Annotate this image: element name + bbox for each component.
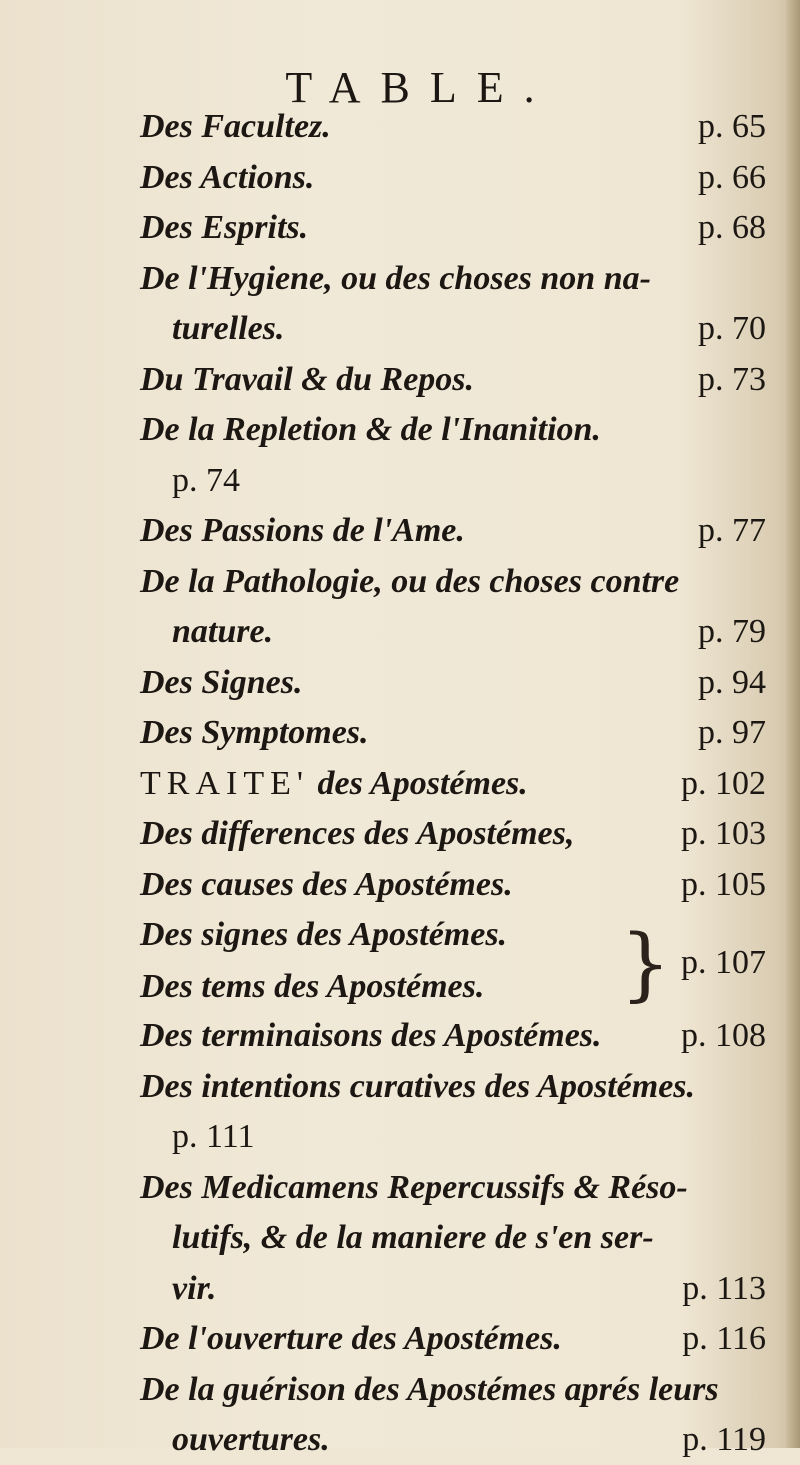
traite-label: TRAITE' — [140, 764, 309, 802]
toc-entry-title: turelles. — [172, 310, 285, 347]
toc-entry-title: Des Esprits. — [140, 209, 309, 246]
toc-entry-page: p. 108 — [681, 1017, 766, 1054]
toc-entry — [140, 159, 766, 213]
toc-entry — [140, 664, 766, 718]
toc-entry-title: De l'Hygiene, ou des choses non na- — [140, 259, 651, 297]
toc-entry-title: Des Facultez. — [140, 108, 331, 145]
page-heading: TABLE. — [285, 63, 555, 112]
page-edge — [786, 0, 800, 1448]
toc-entry-title: vir. — [172, 1269, 217, 1307]
toc-entry-title: Des Signes. — [140, 663, 303, 701]
toc-entry-page: p. 113 — [682, 1269, 766, 1307]
toc-entry-page: p. 77 — [698, 512, 766, 549]
toc-entry — [172, 1219, 766, 1273]
toc-entry-page: p. 107 — [681, 944, 766, 981]
toc-entry — [140, 209, 766, 263]
toc-entry — [140, 512, 766, 566]
toc-entry — [140, 1169, 766, 1223]
toc-entry-title: Du Travail & du Repos. — [140, 360, 475, 398]
toc-entry — [172, 1118, 766, 1172]
toc-entry-title: Des causes des Apostémes. — [140, 865, 513, 903]
toc-entry — [172, 613, 766, 667]
brace-group — [140, 916, 766, 1026]
toc-entry-page: p. 73 — [698, 360, 766, 398]
toc-entry-page: p. 74 — [172, 461, 240, 499]
toc-entry — [140, 714, 766, 768]
toc-entry — [140, 411, 766, 465]
toc-entry — [140, 1371, 766, 1411]
toc-entry-title: Des tems des Apostémes. — [140, 968, 485, 1005]
toc-entry — [172, 1270, 766, 1324]
toc-entry-page: p. 66 — [698, 158, 766, 196]
brace-mark: } — [620, 917, 671, 1010]
toc-entry-title: Des Passions de l'Ame. — [140, 512, 465, 549]
toc-entry-title: Des Medicamens Repercussifs & Réso- — [140, 1168, 688, 1206]
toc-entry-page: p. 70 — [698, 310, 766, 347]
toc-entry-page: p. 68 — [698, 209, 766, 246]
toc-entry-title: De la Pathologie, ou des choses contre — [140, 562, 680, 600]
toc-entry — [140, 260, 766, 314]
toc-entry — [140, 1320, 766, 1374]
toc-entry-title: De l'ouverture des Apostémes. — [140, 1320, 562, 1357]
toc-entry-title: Des Symptomes. — [140, 714, 369, 751]
toc-entry-title: nature. — [172, 613, 274, 650]
toc-entry-page: p. 65 — [698, 108, 766, 145]
toc-entry-title: De la Repletion & de l'Inanition. — [140, 411, 601, 448]
toc-entry — [172, 310, 766, 364]
toc-entry-title: ouvertures. — [172, 1421, 330, 1458]
toc-entry-page: p. 94 — [698, 663, 766, 701]
toc-entry — [172, 1421, 766, 1465]
toc-entry — [172, 462, 766, 516]
toc-entry-page: p. 119 — [682, 1421, 766, 1458]
toc-entry-page: p. 103 — [681, 815, 766, 852]
toc-entry-title-text: des Apostémes. — [317, 764, 528, 802]
toc-entry-page: p. 97 — [698, 714, 766, 751]
toc-entry-page: p. 116 — [682, 1320, 766, 1357]
toc-entry-title: Des Actions. — [140, 158, 315, 196]
toc-entry-title: Des intentions curatives des Apostémes. — [140, 1067, 696, 1105]
toc-entry-title: Des signes des Apostémes. — [140, 916, 508, 953]
toc-entry-title: lutifs, & de la maniere de s'en ser- — [172, 1219, 654, 1256]
toc-entry-page: p. 105 — [681, 865, 766, 903]
toc-entry — [140, 563, 766, 617]
toc-entry-title: Des terminaisons des Apostémes. — [140, 1017, 602, 1054]
toc-entry-page: p. 102 — [681, 764, 766, 802]
toc-entry — [140, 1068, 766, 1122]
toc-entry-title: Des differences des Apostémes, — [140, 815, 575, 852]
toc-entry-page: p. 111 — [172, 1118, 255, 1155]
toc-entry-title: De la guérison des Apostémes aprés leurs — [140, 1370, 719, 1408]
toc-entry-page: p. 79 — [698, 613, 766, 650]
toc-entry — [140, 108, 766, 162]
toc-entry — [140, 765, 766, 819]
toc-entry — [140, 1017, 766, 1071]
toc-entry — [140, 361, 766, 415]
toc-entry — [140, 815, 766, 869]
toc-entry — [140, 866, 766, 920]
toc-entry-title — [140, 765, 671, 803]
